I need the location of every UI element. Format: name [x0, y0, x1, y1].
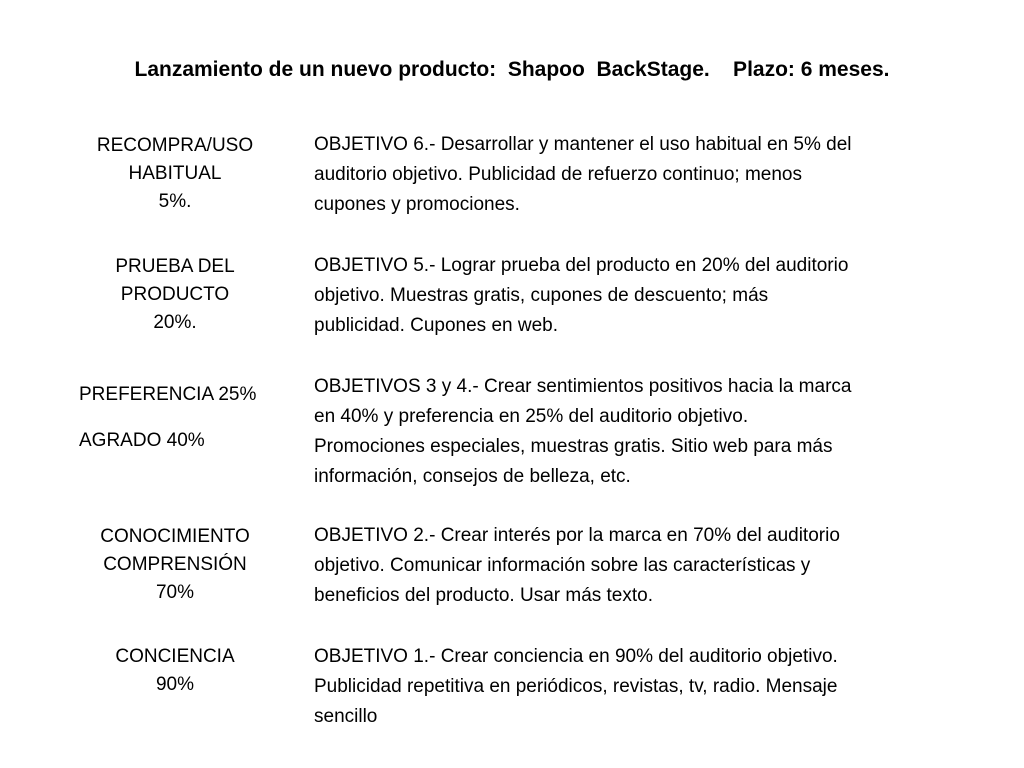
stage-label-line: CONCIENCIA: [115, 646, 235, 667]
stage-label-line: AGRADO 40%: [79, 430, 205, 451]
stage-label-line: PRODUCTO: [120, 284, 230, 305]
objective-text-6: [314, 130, 994, 220]
objective-line: en 40% y preferencia en 25% del auditorio objetivo.: [314, 406, 749, 427]
stage-label-preferencia: [79, 372, 299, 464]
objective-line: objetivo. Muestras gratis, cupones de descuento; más: [314, 285, 769, 306]
stage-label-line: CONOCIMIENTO: [100, 526, 250, 547]
stage-label-line: 90%: [155, 674, 195, 695]
objective-text-3-4: [314, 372, 994, 492]
stage-label-line: 20%.: [153, 312, 197, 333]
objective-line: OBJETIVO 1.- Crear conciencia en 90% del auditorio objetivo.: [314, 646, 838, 667]
objective-line: OBJETIVOS 3 y 4.- Crear sentimientos positivos hacia la marca: [314, 376, 852, 397]
objective-line: OBJETIVO 2.- Crear interés por la marca en 70% del auditorio: [314, 525, 840, 546]
stage-label-line: PRUEBA DEL: [115, 256, 235, 277]
stage-label-line: RECOMPRA/USO: [96, 135, 254, 156]
objective-line: OBJETIVO 5.- Lograr prueba del producto en 20% del auditorio: [314, 255, 849, 276]
objective-line: Publicidad repetitiva en periódicos, revistas, tv, radio. Mensaje: [314, 676, 838, 697]
objective-line: información, consejos de belleza, etc.: [314, 466, 631, 487]
slide-title: Lanzamiento de un nuevo producto: Shapoo BackStage. Plazo: 6 meses.: [134, 58, 890, 81]
objective-text-5: [314, 251, 994, 341]
stage-label-prueba: [80, 253, 270, 337]
objective-line: publicidad. Cupones en web.: [314, 315, 559, 336]
objective-text-2: [314, 521, 994, 611]
objective-line: Promociones especiales, muestras gratis. Sitio web para más: [314, 436, 833, 457]
stage-label-line: COMPRENSIÓN: [103, 554, 247, 575]
objective-line: sencillo: [314, 706, 378, 727]
objective-text-1: [314, 642, 994, 732]
objective-line: objetivo. Comunicar información sobre las características y: [314, 555, 811, 576]
objective-line: OBJETIVO 6.- Desarrollar y mantener el uso habitual en 5% del: [314, 134, 852, 155]
objective-line: auditorio objetivo. Publicidad de refuerzo continuo; menos: [314, 164, 802, 185]
stage-label-line: 70%: [155, 582, 195, 603]
stage-label-recompra: [80, 132, 270, 216]
objective-line: cupones y promociones.: [314, 194, 520, 215]
stage-label-line: PREFERENCIA 25%: [79, 384, 257, 405]
objective-line: beneficios del producto. Usar más texto.: [314, 585, 654, 606]
stage-label-line: 5%.: [158, 191, 192, 212]
stage-label-conocimiento: [80, 523, 270, 607]
stage-label-conciencia: [80, 643, 270, 699]
stage-label-line: HABITUAL: [128, 163, 222, 184]
